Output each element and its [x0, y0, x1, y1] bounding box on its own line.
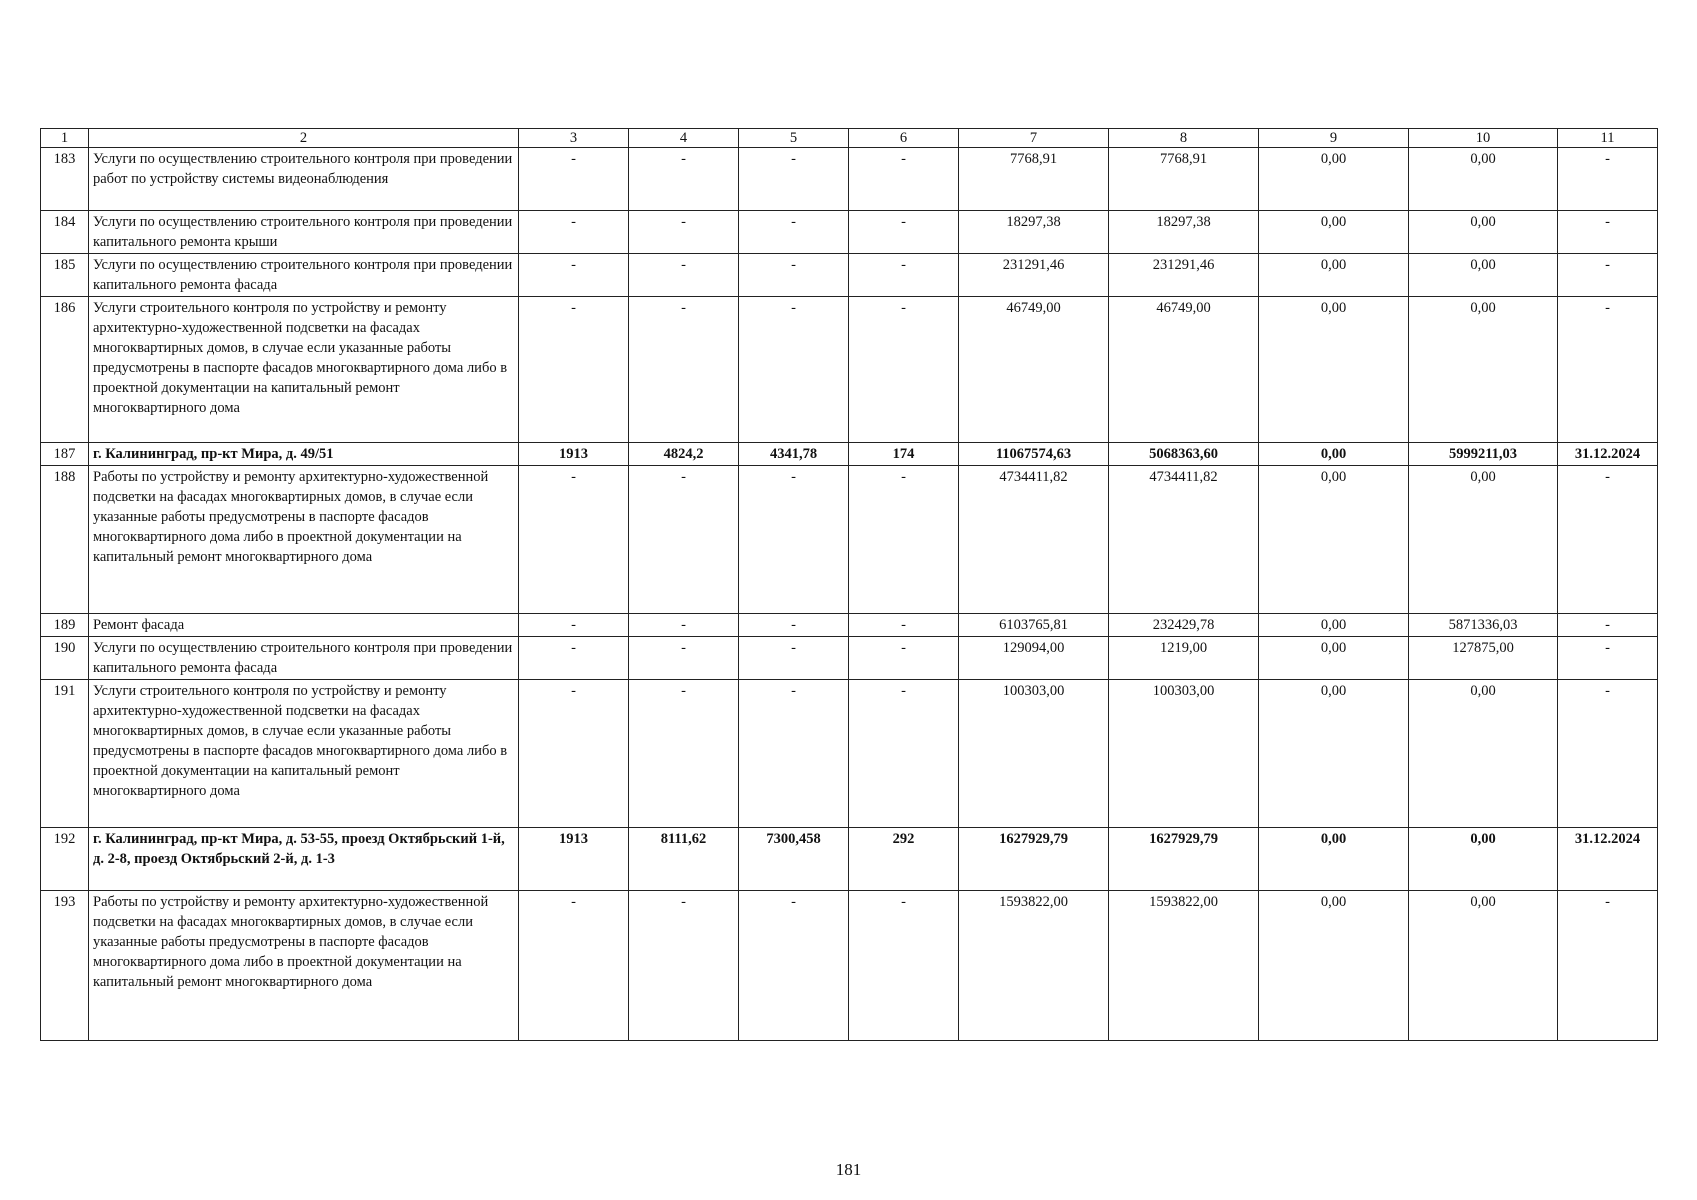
column-header: 10	[1409, 129, 1558, 148]
value-cell-c8: 1219,00	[1109, 637, 1259, 680]
address-row	[41, 443, 1658, 466]
page-number: 181	[835, 1160, 862, 1179]
description-cell: Услуги по осуществлению строительного контроля при проведении работ по устройству системы видеонаблюдения	[89, 148, 519, 211]
table-row	[41, 466, 1658, 614]
value-cell-c8: 100303,00	[1109, 680, 1259, 828]
value-cell-c11: -	[1558, 254, 1658, 297]
value-cell-c11: 31.12.2024	[1558, 443, 1658, 466]
value-cell-c8: 4734411,82	[1109, 466, 1259, 614]
description-cell: Услуги по осуществлению строительного контроля при проведении капитального ремонта фасада	[89, 637, 519, 680]
value-cell-c3: -	[519, 466, 629, 614]
value-cell-c7: 46749,00	[959, 297, 1109, 443]
value-cell-c10: 0,00	[1409, 680, 1558, 828]
value-cell-c3: -	[519, 891, 629, 1041]
value-cell-c4: -	[629, 466, 739, 614]
value-cell-c3: 1913	[519, 828, 629, 891]
table-row	[41, 254, 1658, 297]
value-cell-c3: -	[519, 637, 629, 680]
value-cell-c8: 18297,38	[1109, 211, 1259, 254]
column-header: 6	[849, 129, 959, 148]
row-number-cell: 193	[41, 891, 89, 1041]
value-cell-c3: 1913	[519, 443, 629, 466]
value-cell-c6: -	[849, 148, 959, 211]
value-cell-c9: 0,00	[1259, 466, 1409, 614]
value-cell-c11: -	[1558, 614, 1658, 637]
value-cell-c10: 0,00	[1409, 148, 1558, 211]
value-cell-c10: 0,00	[1409, 891, 1558, 1041]
value-cell-c5: -	[739, 891, 849, 1041]
value-cell-c5: -	[739, 637, 849, 680]
description-cell: Услуги по осуществлению строительного контроля при проведении капитального ремонта крыши	[89, 211, 519, 254]
table-row	[41, 614, 1658, 637]
document-sheet	[40, 128, 1657, 1041]
value-cell-c3: -	[519, 148, 629, 211]
value-cell-c6: -	[849, 637, 959, 680]
value-cell-c11: -	[1558, 466, 1658, 614]
value-cell-c6: -	[849, 891, 959, 1041]
value-cell-c5: -	[739, 297, 849, 443]
value-cell-c4: -	[629, 637, 739, 680]
value-cell-c4: -	[629, 254, 739, 297]
value-cell-c6: 292	[849, 828, 959, 891]
value-cell-c6: -	[849, 466, 959, 614]
value-cell-c3: -	[519, 680, 629, 828]
column-header: 11	[1558, 129, 1658, 148]
value-cell-c3: -	[519, 297, 629, 443]
value-cell-c5: 4341,78	[739, 443, 849, 466]
value-cell-c9: 0,00	[1259, 614, 1409, 637]
row-number-cell: 188	[41, 466, 89, 614]
data-table	[40, 128, 1658, 1041]
value-cell-c8: 5068363,60	[1109, 443, 1259, 466]
value-cell-c5: -	[739, 148, 849, 211]
table-row	[41, 637, 1658, 680]
column-header: 9	[1259, 129, 1409, 148]
row-number-cell: 190	[41, 637, 89, 680]
value-cell-c6: -	[849, 680, 959, 828]
row-number-cell: 183	[41, 148, 89, 211]
value-cell-c11: -	[1558, 680, 1658, 828]
row-number-cell: 191	[41, 680, 89, 828]
column-header: 8	[1109, 129, 1259, 148]
description-cell: Услуги строительного контроля по устройству и ремонту архитектурно-художественной подсветки на фасадах многоквартирных домов, в случае если указанные работы предусмотрены в паспорте фасадов многоквартирного дома либо в проектной документации на капитальный ремонт многоквартирного дома	[89, 680, 519, 828]
row-number-cell: 189	[41, 614, 89, 637]
description-cell: Работы по устройству и ремонту архитектурно-художественной подсветки на фасадах многоквартирных домов, в случае если указанные работы предусмотрены в паспорте фасадов многоквартирного дома либо в проектной документации на капитальный ремонт многоквартирного дома	[89, 466, 519, 614]
value-cell-c10: 0,00	[1409, 254, 1558, 297]
column-number-row	[41, 129, 1658, 148]
value-cell-c10: 0,00	[1409, 297, 1558, 443]
table-row	[41, 891, 1658, 1041]
row-number-cell: 187	[41, 443, 89, 466]
value-cell-c4: -	[629, 148, 739, 211]
value-cell-c6: -	[849, 614, 959, 637]
value-cell-c7: 1627929,79	[959, 828, 1109, 891]
value-cell-c5: -	[739, 614, 849, 637]
value-cell-c8: 46749,00	[1109, 297, 1259, 443]
value-cell-c6: -	[849, 297, 959, 443]
value-cell-c9: 0,00	[1259, 680, 1409, 828]
value-cell-c5: -	[739, 466, 849, 614]
value-cell-c7: 4734411,82	[959, 466, 1109, 614]
value-cell-c3: -	[519, 254, 629, 297]
value-cell-c8: 7768,91	[1109, 148, 1259, 211]
value-cell-c5: -	[739, 254, 849, 297]
value-cell-c4: -	[629, 614, 739, 637]
value-cell-c7: 11067574,63	[959, 443, 1109, 466]
value-cell-c7: 129094,00	[959, 637, 1109, 680]
row-number-cell: 185	[41, 254, 89, 297]
value-cell-c4: -	[629, 211, 739, 254]
address-row	[41, 828, 1658, 891]
value-cell-c10: 127875,00	[1409, 637, 1558, 680]
value-cell-c4: -	[629, 680, 739, 828]
value-cell-c5: -	[739, 680, 849, 828]
row-number-cell: 184	[41, 211, 89, 254]
value-cell-c8: 1593822,00	[1109, 891, 1259, 1041]
value-cell-c4: -	[629, 891, 739, 1041]
value-cell-c8: 232429,78	[1109, 614, 1259, 637]
value-cell-c10: 0,00	[1409, 466, 1558, 614]
table-row	[41, 680, 1658, 828]
value-cell-c9: 0,00	[1259, 637, 1409, 680]
value-cell-c9: 0,00	[1259, 443, 1409, 466]
column-header: 2	[89, 129, 519, 148]
value-cell-c7: 6103765,81	[959, 614, 1109, 637]
value-cell-c7: 1593822,00	[959, 891, 1109, 1041]
description-cell: г. Калининград, пр-кт Мира, д. 53-55, проезд Октябрьский 1-й, д. 2-8, проезд Октябрьский 2-й, д. 1-3	[89, 828, 519, 891]
value-cell-c4: -	[629, 297, 739, 443]
value-cell-c11: -	[1558, 297, 1658, 443]
column-header: 3	[519, 129, 629, 148]
value-cell-c9: 0,00	[1259, 211, 1409, 254]
row-number-cell: 192	[41, 828, 89, 891]
description-cell: Услуги строительного контроля по устройству и ремонту архитектурно-художественной подсветки на фасадах многоквартирных домов, в случае если указанные работы предусмотрены в паспорте фасадов многоквартирного дома либо в проектной документации на капитальный ремонт многоквартирного дома	[89, 297, 519, 443]
value-cell-c9: 0,00	[1259, 891, 1409, 1041]
value-cell-c7: 7768,91	[959, 148, 1109, 211]
description-cell: Работы по устройству и ремонту архитектурно-художественной подсветки на фасадах многоквартирных домов, в случае если указанные работы предусмотрены в паспорте фасадов многоквартирного дома либо в проектной документации на капитальный ремонт многоквартирного дома	[89, 891, 519, 1041]
row-number-cell: 186	[41, 297, 89, 443]
description-cell: Ремонт фасада	[89, 614, 519, 637]
column-header: 5	[739, 129, 849, 148]
column-header: 7	[959, 129, 1109, 148]
column-header: 1	[41, 129, 89, 148]
value-cell-c8: 1627929,79	[1109, 828, 1259, 891]
value-cell-c7: 18297,38	[959, 211, 1109, 254]
value-cell-c8: 231291,46	[1109, 254, 1259, 297]
value-cell-c11: -	[1558, 211, 1658, 254]
value-cell-c9: 0,00	[1259, 254, 1409, 297]
value-cell-c9: 0,00	[1259, 828, 1409, 891]
value-cell-c7: 231291,46	[959, 254, 1109, 297]
value-cell-c10: 5871336,03	[1409, 614, 1558, 637]
value-cell-c10: 5999211,03	[1409, 443, 1558, 466]
value-cell-c7: 100303,00	[959, 680, 1109, 828]
description-cell: Услуги по осуществлению строительного контроля при проведении капитального ремонта фасада	[89, 254, 519, 297]
table-row	[41, 148, 1658, 211]
value-cell-c9: 0,00	[1259, 148, 1409, 211]
table-row	[41, 297, 1658, 443]
value-cell-c6: -	[849, 211, 959, 254]
value-cell-c6: -	[849, 254, 959, 297]
value-cell-c11: -	[1558, 148, 1658, 211]
value-cell-c3: -	[519, 211, 629, 254]
column-header: 4	[629, 129, 739, 148]
value-cell-c6: 174	[849, 443, 959, 466]
value-cell-c11: 31.12.2024	[1558, 828, 1658, 891]
value-cell-c5: -	[739, 211, 849, 254]
value-cell-c9: 0,00	[1259, 297, 1409, 443]
value-cell-c4: 8111,62	[629, 828, 739, 891]
value-cell-c10: 0,00	[1409, 828, 1558, 891]
value-cell-c11: -	[1558, 891, 1658, 1041]
value-cell-c10: 0,00	[1409, 211, 1558, 254]
value-cell-c3: -	[519, 614, 629, 637]
description-cell: г. Калининград, пр-кт Мира, д. 49/51	[89, 443, 519, 466]
table-row	[41, 211, 1658, 254]
value-cell-c11: -	[1558, 637, 1658, 680]
value-cell-c4: 4824,2	[629, 443, 739, 466]
value-cell-c5: 7300,458	[739, 828, 849, 891]
